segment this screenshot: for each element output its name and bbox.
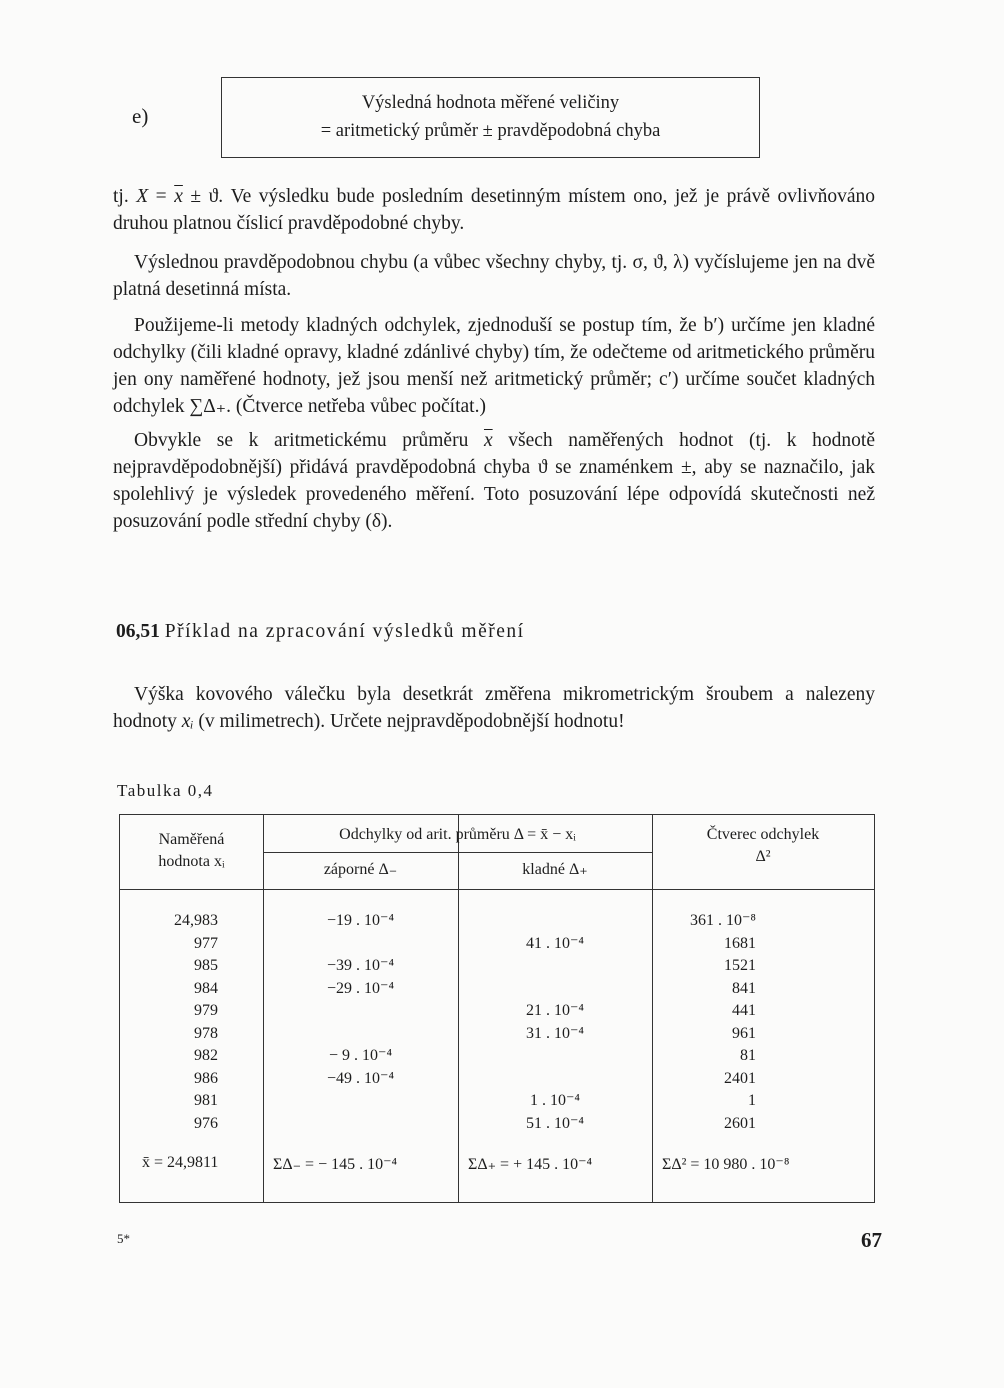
table-cell: 978 <box>194 1024 218 1042</box>
p4-text-a: Obvykle se k aritmetickému průměru <box>134 430 484 451</box>
section-heading <box>116 621 525 643</box>
p1-text-e: ± ϑ. Ve výsledku bude posledním desetinným místem ono, jež je právě ovlivňováno druhou platnou číslicí pravděpodobné chyby. <box>113 186 875 234</box>
table-cell: 979 <box>194 1002 218 1019</box>
paragraph-problem <box>113 681 875 735</box>
p4-symbol-xbar: $\overline{x}$ <box>483 430 493 451</box>
header-square <box>652 824 874 868</box>
table-caption: Tabulka 0,4 <box>117 781 214 800</box>
table-cell: 977 <box>194 934 218 952</box>
footer-sum-positive: ΣΔ₊ = + 145 . 10⁻⁴ <box>468 1156 593 1173</box>
p5-symbol-xi: xᵢ <box>181 711 194 732</box>
paragraph-positive-deviations: Použijeme-li metody kladných odchylek, zjednoduší se postup tím, že b′) určíme jen kladné odchylky (čili kladné opravy, kladné zdánlivé chyby) tím, že odečteme od aritmetického průměru jen ony naměřené hodnoty, jež jsou menší než aritmetický průměr; c′) určíme součet kladných odchylek ∑Δ₊. (Čtverce netřeba vůbec počítat.) <box>113 315 875 417</box>
table-cell: 982 <box>194 1047 218 1064</box>
header-rule <box>120 889 874 890</box>
header-measured-line2: hodnota xᵢ <box>158 853 225 870</box>
table-cell <box>458 1045 652 1068</box>
table-cell <box>263 1023 458 1046</box>
footer-sum-squares: ΣΔ² = 10 980 . 10⁻⁸ <box>662 1156 790 1173</box>
header-negative: záporné Δ₋ <box>323 861 398 878</box>
section-title: Příklad na zpracování výsledků měření <box>164 621 525 642</box>
table-cell: 981 <box>194 1092 218 1109</box>
table-cell <box>263 1090 458 1113</box>
table-cell: 81 <box>740 1047 756 1064</box>
table-cell: 984 <box>194 979 218 997</box>
table-cell: 1 <box>748 1092 756 1109</box>
p1-text-a: tj. <box>113 186 137 207</box>
section-number: 06,51 <box>116 621 160 642</box>
result-formula-box <box>221 77 760 158</box>
table-cell: 2601 <box>724 1114 756 1132</box>
table-cell: −49 . 10⁻⁴ <box>326 1069 395 1087</box>
table-cell: 976 <box>194 1114 218 1132</box>
p1-text-c: = <box>148 186 175 207</box>
column-negative-deviations <box>263 910 458 1135</box>
box-line-1: Výsledná hodnota měřené veličiny <box>361 93 620 113</box>
page-number: 67 <box>861 1228 882 1252</box>
table-cell <box>263 1113 458 1136</box>
table-cell: 1 . 10⁻⁴ <box>529 1092 581 1109</box>
list-marker-e: e) <box>132 104 149 128</box>
paragraph-result <box>113 183 875 237</box>
measurement-table <box>119 814 875 1203</box>
table-cell: 51 . 10⁻⁴ <box>525 1114 585 1132</box>
table-cell: 1521 <box>724 957 756 974</box>
table-cell: 2401 <box>724 1069 756 1087</box>
table-cell <box>458 955 652 978</box>
header-measured <box>120 829 263 873</box>
column-measured-values <box>120 910 218 1135</box>
table-cell: 21 . 10⁻⁴ <box>525 1002 585 1019</box>
column-positive-deviations <box>458 910 652 1135</box>
subheader-rule <box>263 852 652 853</box>
table-cell: 361 . 10⁻⁸ <box>689 912 756 929</box>
table-cell <box>458 910 652 933</box>
table-cell <box>458 978 652 1001</box>
column-squares <box>652 910 756 1135</box>
p5-text-a: Výška kovového válečku byla desetkrát změřena mikrometrickým šroubem a nalezeny hodnoty <box>113 684 875 732</box>
table-cell: 41 . 10⁻⁴ <box>525 934 585 952</box>
table-cell: − 9 . 10⁻⁴ <box>328 1047 393 1064</box>
header-square-line1: Čtverec odchylek <box>706 826 820 843</box>
table-cell <box>263 933 458 956</box>
footer-sum-negative: ΣΔ₋ = − 145 . 10⁻⁴ <box>273 1156 398 1173</box>
printer-signature: 5* <box>117 1231 130 1246</box>
table-cell: 961 <box>732 1024 756 1042</box>
table-cell: 985 <box>194 957 218 974</box>
p4-text-c: všech naměřených hodnot (tj. k hodnotě nejpravděpodobnější) přidává pravděpodobná chyba ϑ se znaménkem ±, aby se naznačilo, jak spolehlivý je výsledek provedeného měření. Toto posuzování lépe odpovídá skutečnosti než posuzování podle střední chyby (δ). <box>113 430 875 532</box>
table-cell: 31 . 10⁻⁴ <box>525 1024 585 1042</box>
header-deviations: Odchylky od arit. průměru Δ = x̄ − xᵢ <box>339 826 576 843</box>
header-positive: kladné Δ₊ <box>522 861 588 878</box>
footer-mean: x̄ = 24,9811 <box>142 1154 219 1171</box>
paragraph-probable-error <box>113 427 875 535</box>
box-line-2: = aritmetický průměr ± pravděpodobná chyba <box>320 121 661 141</box>
table-cell: −29 . 10⁻⁴ <box>326 979 395 997</box>
table-cell: 1681 <box>724 934 756 952</box>
table-cell: −19 . 10⁻⁴ <box>326 912 395 929</box>
header-square-line2: Δ² <box>755 848 771 865</box>
p5-text-c: (v milimetrech). Určete nejpravděpodobnější hodnotu! <box>193 711 625 732</box>
table-cell <box>458 1068 652 1091</box>
table-cell <box>263 1000 458 1023</box>
table-cell: 441 <box>732 1002 756 1019</box>
table-cell: −39 . 10⁻⁴ <box>326 957 395 974</box>
header-measured-line1: Naměřená <box>158 831 225 848</box>
p1-symbol-X: X <box>136 186 149 207</box>
table-cell: 24,983 <box>174 912 218 929</box>
table-cell: 841 <box>732 979 756 997</box>
paragraph-precision: Výslednou pravděpodobnou chybu (a vůbec všechny chyby, tj. σ, ϑ, λ) vyčíslujeme jen na dvě platná desetinná místa. <box>113 252 875 300</box>
table-cell: 986 <box>194 1069 218 1087</box>
p1-symbol-xbar: $\overline{x}$ <box>174 186 183 207</box>
